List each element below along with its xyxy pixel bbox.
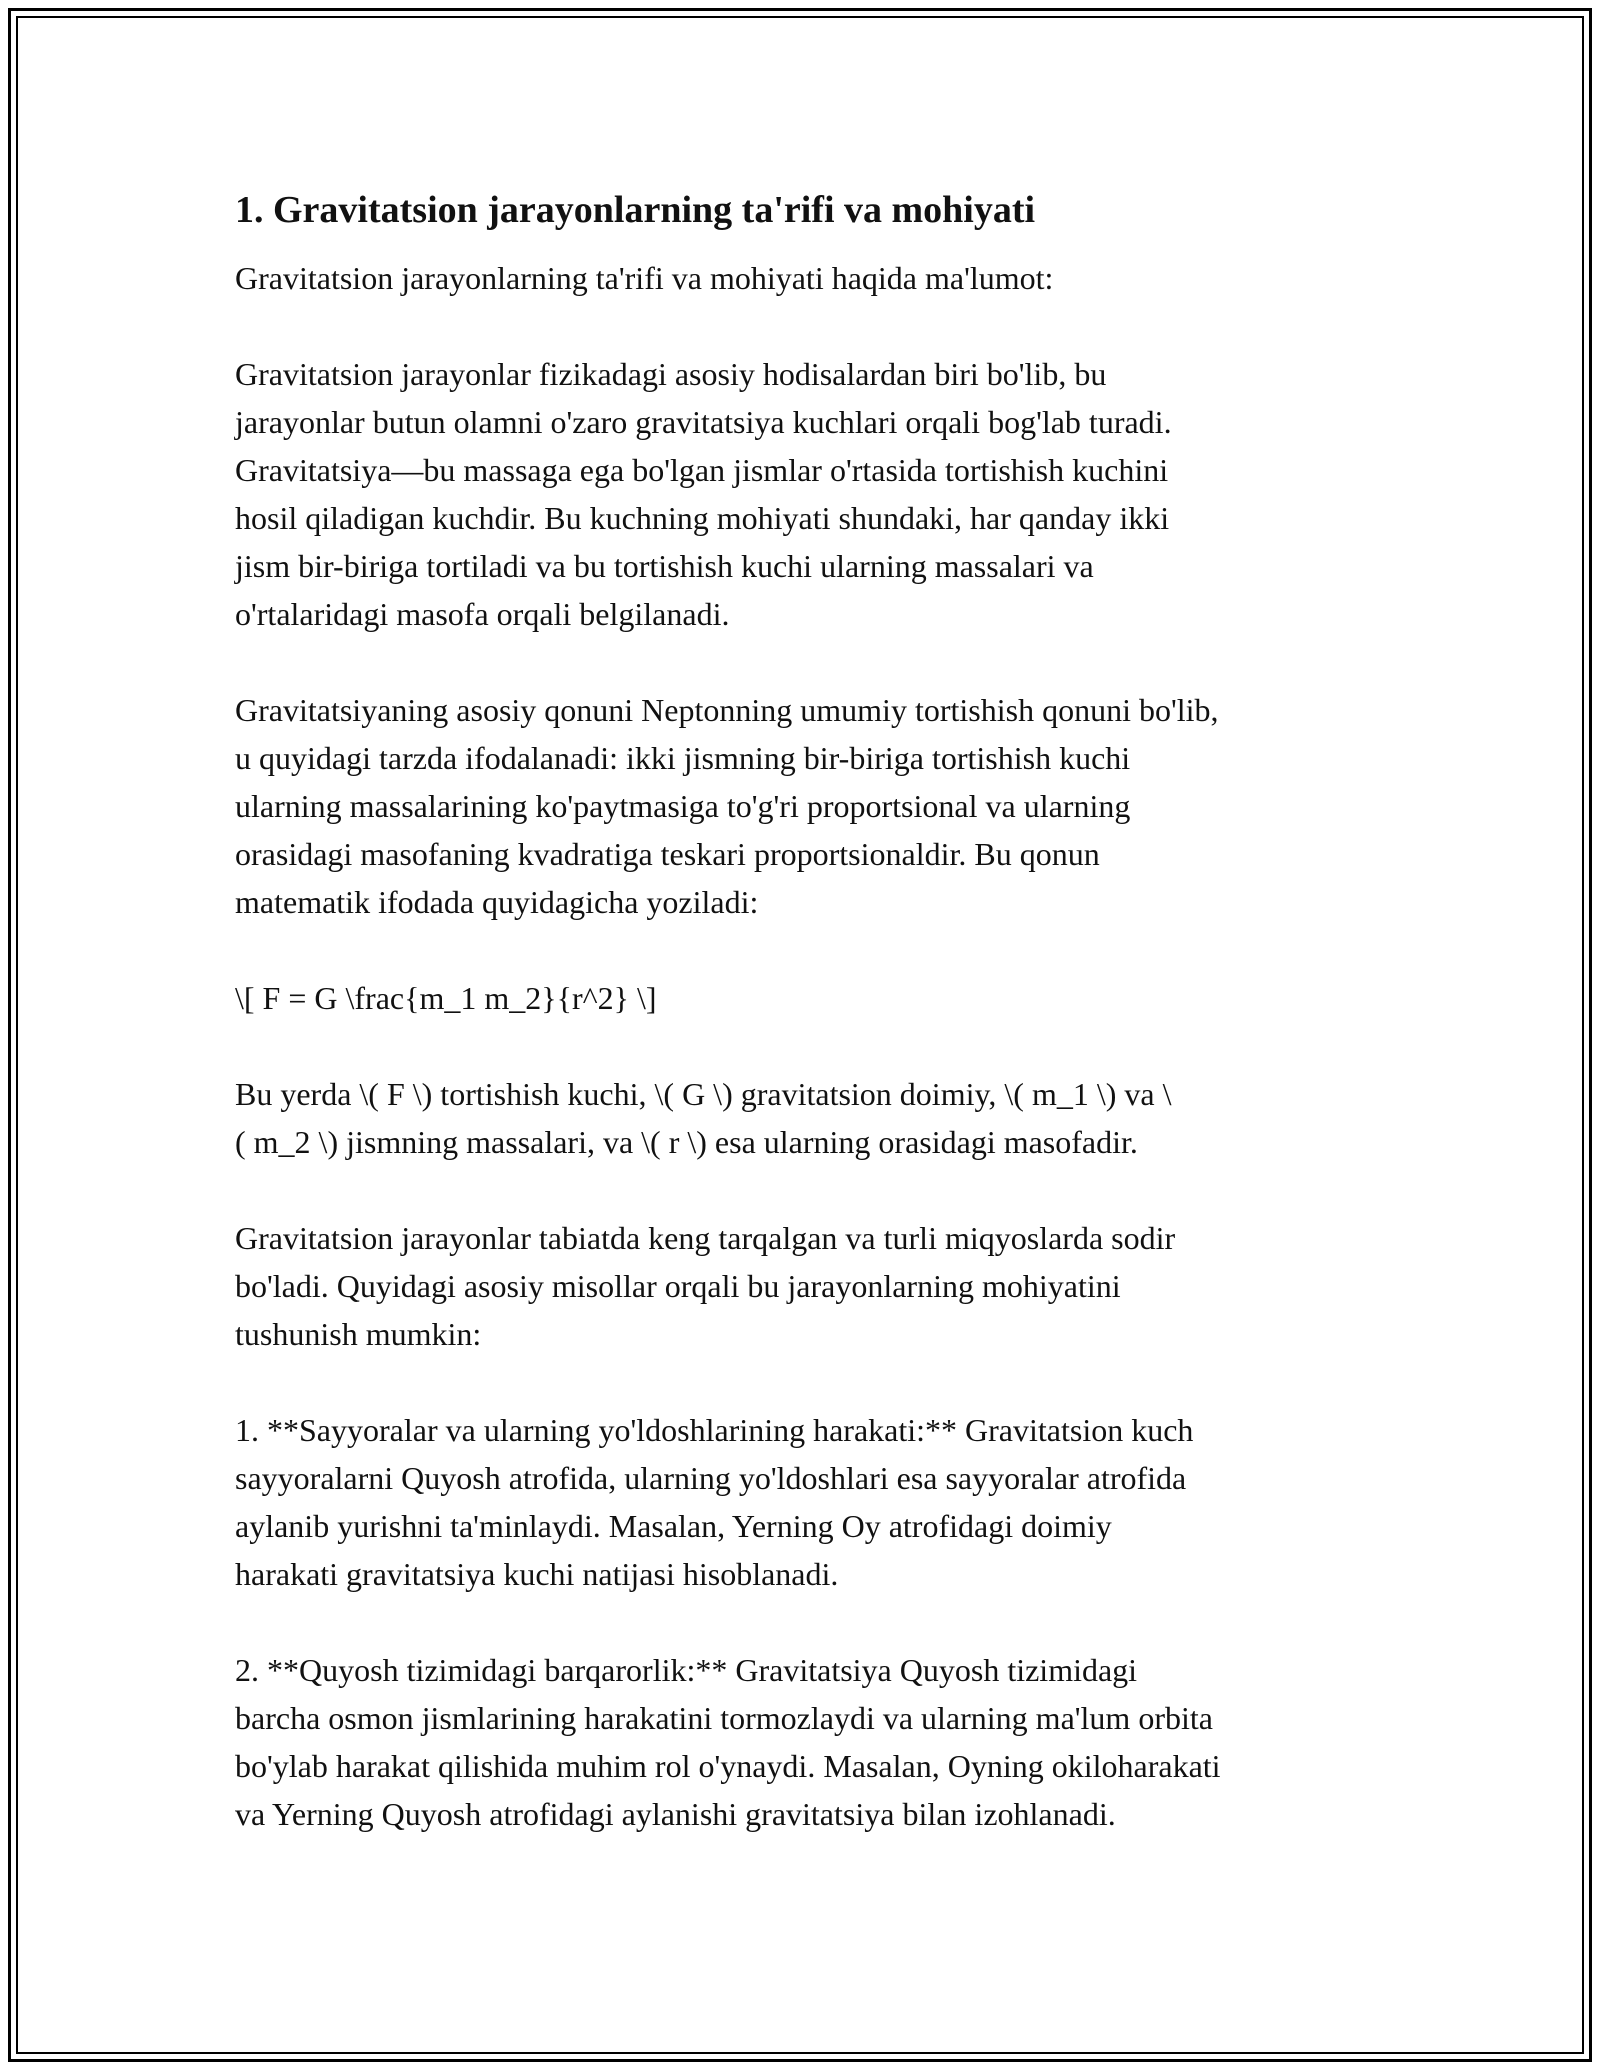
formula-paragraph: \[ F = G \frac{m_1 m_2}{r^2} \] <box>235 980 657 1016</box>
example-item-2: 2. **Quyosh tizimidagi barqarorlik:** Gravitatsiya Quyosh tizimidagi barcha osmon jismlarining harakatini tormozlaydi va ularning ma'lum orbita bo'ylab harakat qilishida muhim rol o'ynaydi. Masalan, Oyning okiloharakati va Yerning Quyosh atrofidagi aylanishi gravitatsiya bilan izohlanadi. <box>235 1652 1221 1832</box>
intro-paragraph: Gravitatsion jarayonlarning ta'rifi va mohiyati haqida ma'lumot: <box>235 260 1054 296</box>
formula-explanation-paragraph: Bu yerda \( F \) tortishish kuchi, \( G \) gravitatsion doimiy, \( m_1 \) va \ ( m_2 \) jismning massalari, va \( r \) esa ularning orasidagi masofadir. <box>235 1076 1172 1160</box>
document-body <box>235 186 1385 1886</box>
section-heading: 1. Gravitatsion jarayonlarning ta'rifi va mohiyati <box>235 189 1036 231</box>
law-paragraph: Gravitatsiyaning asosiy qonuni Neptonning umumiy tortishish qonuni bo'lib, u quyidagi tarzda ifodalanadi: ikki jismning bir-biriga tortishish kuchi ularning massalarining ko'paytmasiga to'g'ri proportsional va ularning orasidagi masofaning kvadratiga teskari proportsionaldir. Bu qonun matematik ifodada quyidagicha yoziladi: <box>235 692 1219 920</box>
definition-paragraph: Gravitatsion jarayonlar fizikadagi asosiy hodisalardan biri bo'lib, bu jarayonlar butun olamni o'zaro gravitatsiya kuchlari orqali bog'lab turadi. Gravitatsiya—bu massaga ega bo'lgan jismlar o'rtasida tortishish kuchini hosil qiladigan kuchdir. Bu kuchning mohiyati shundaki, har qanday ikki jism bir-biriga tortiladi va bu tortishish kuchi ularning massalari va o'rtalaridagi masofa orqali belgilanadi. <box>235 356 1172 632</box>
example-item-1: 1. **Sayyoralar va ularning yo'ldoshlarining harakati:** Gravitatsion kuch sayyoralarni Quyosh atrofida, ularning yo'ldoshlari esa sayyoralar atrofida aylanib yurishni ta'minlaydi. Masalan, Yerning Oy atrofidagi doimiy harakati gravitatsiya kuchi natijasi hisoblanadi. <box>235 1412 1194 1592</box>
examples-intro-paragraph: Gravitatsion jarayonlar tabiatda keng tarqalgan va turli miqyoslarda sodir bo'ladi. Quyidagi asosiy misollar orqali bu jarayonlarning mohiyatini tushunish mumkin: <box>235 1220 1176 1352</box>
